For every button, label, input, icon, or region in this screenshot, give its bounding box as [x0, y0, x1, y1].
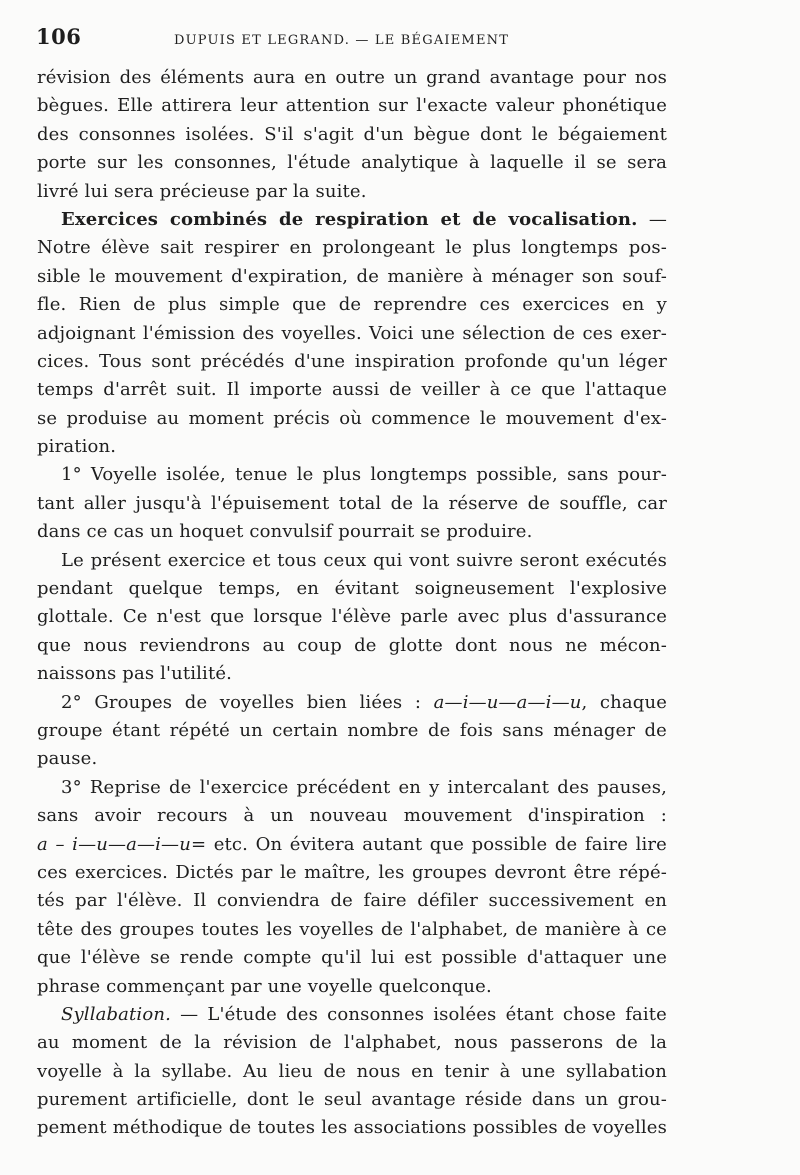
text-line: Le présent exercice et tous ceux qui vont suivre seront exécutés: [61, 549, 667, 571]
body-text: [37, 64, 667, 1143]
text-line: sans avoir recours à un nouveau mouvement d'inspiration :: [37, 805, 667, 827]
subsection-line: [37, 1001, 667, 1029]
subsection-title: Syllabation.: [61, 1003, 171, 1025]
text-segment: , chaque: [581, 691, 667, 713]
text-line: fle. Rien de plus simple que de reprendre ces exercices en y: [37, 294, 667, 316]
text-line: tant aller jusqu'à l'épuisement total de la réserve de souffle, car: [37, 492, 667, 514]
text-line: pause.: [37, 748, 98, 770]
text-line: se produise au moment précis où commence le mouvement d'ex-: [37, 407, 667, 429]
text-line: que l'élève se rende compte qu'il lui est possible d'attaquer une: [37, 947, 667, 969]
text-line: des consonnes isolées. S'il s'agit d'un bègue dont le bégaiement: [37, 123, 667, 145]
text-line: phrase commençant par une voyelle quelconque.: [37, 975, 492, 997]
text-line: Notre élève sait respirer en prolongeant le plus longtemps pos-: [37, 237, 667, 259]
text-line: tés par l'élève. Il conviendra de faire défiler successivement en: [37, 890, 667, 912]
section-heading-line: [37, 206, 667, 234]
text-segment: — L'étude des consonnes isolées étant chose faite: [170, 1003, 667, 1025]
text-line-with-italic: [37, 831, 667, 859]
text-line: livré lui sera précieuse par la suite.: [37, 180, 367, 202]
text-line: sible le mouvement d'expiration, de manière à ménager son souf-: [37, 265, 667, 287]
vowel-group: a – i—u—a—i—u=: [37, 833, 207, 855]
page-header: [36, 24, 668, 54]
text-line: révision des éléments aura en outre un grand avantage pour nos: [37, 67, 667, 88]
heading-dash: —: [637, 208, 667, 230]
text-line: bègues. Elle attirera leur attention sur l'exacte valeur phonétique: [37, 95, 667, 117]
text-line: dans ce cas un hoquet convulsif pourrait se produire.: [37, 521, 533, 543]
text-line: adjoignant l'émission des voyelles. Voici une sélection de ces exer-: [37, 322, 667, 344]
text-line: temps d'arrêt suit. Il importe aussi de veiller à ce que l'attaque: [37, 379, 667, 401]
text-line: 1° Voyelle isolée, tenue le plus longtemps possible, sans pour-: [61, 464, 667, 486]
text-line: cices. Tous sont précédés d'une inspiration profonde qu'un léger: [37, 350, 667, 372]
text-line: pendant quelque temps, en évitant soigneusement l'explosive: [37, 578, 667, 600]
text-line: ces exercices. Dictés par le maître, les groupes devront être répé-: [37, 861, 667, 883]
page-number: 106: [36, 24, 82, 49]
text-line: que nous reviendrons au coup de glotte dont nous ne mécon-: [37, 634, 667, 656]
text-line: tête des groupes toutes les voyelles de l'alphabet, de manière à ce: [37, 918, 667, 940]
text-line: au moment de la révision de l'alphabet, nous passerons de la: [37, 1032, 667, 1054]
section-heading: Exercices combinés de respiration et de vocalisation.: [61, 208, 638, 230]
text-line: glottale. Ce n'est que lorsque l'élève parle avec plus d'assurance: [37, 606, 667, 628]
text-segment: etc. On évitera autant que possible de faire lire: [206, 833, 667, 855]
text-line: piration.: [37, 436, 117, 458]
vowel-group: a—i—u—a—i—u: [433, 691, 582, 713]
text-line: purement artificielle, dont le seul avantage réside dans un grou-: [37, 1089, 667, 1111]
text-line: voyelle à la syllabe. Au lieu de nous en tenir à une syllabation: [37, 1060, 667, 1082]
text-line: naissons pas l'utilité.: [37, 663, 233, 685]
running-head: DUPUIS ET LEGRAND. — LE BÉGAIEMENT: [174, 33, 510, 48]
text-line: 3° Reprise de l'exercice précédent en y intercalant des pauses,: [61, 776, 667, 798]
text-line-with-italic: [37, 689, 667, 717]
text-line: porte sur les consonnes, l'étude analytique à laquelle il se sera: [37, 152, 667, 174]
text-segment: 2° Groupes de voyelles bien liées :: [61, 691, 434, 713]
text-line: pement méthodique de toutes les associations possibles de voyelles: [37, 1117, 667, 1139]
text-line: groupe étant répété un certain nombre de fois sans ménager de: [37, 719, 667, 741]
